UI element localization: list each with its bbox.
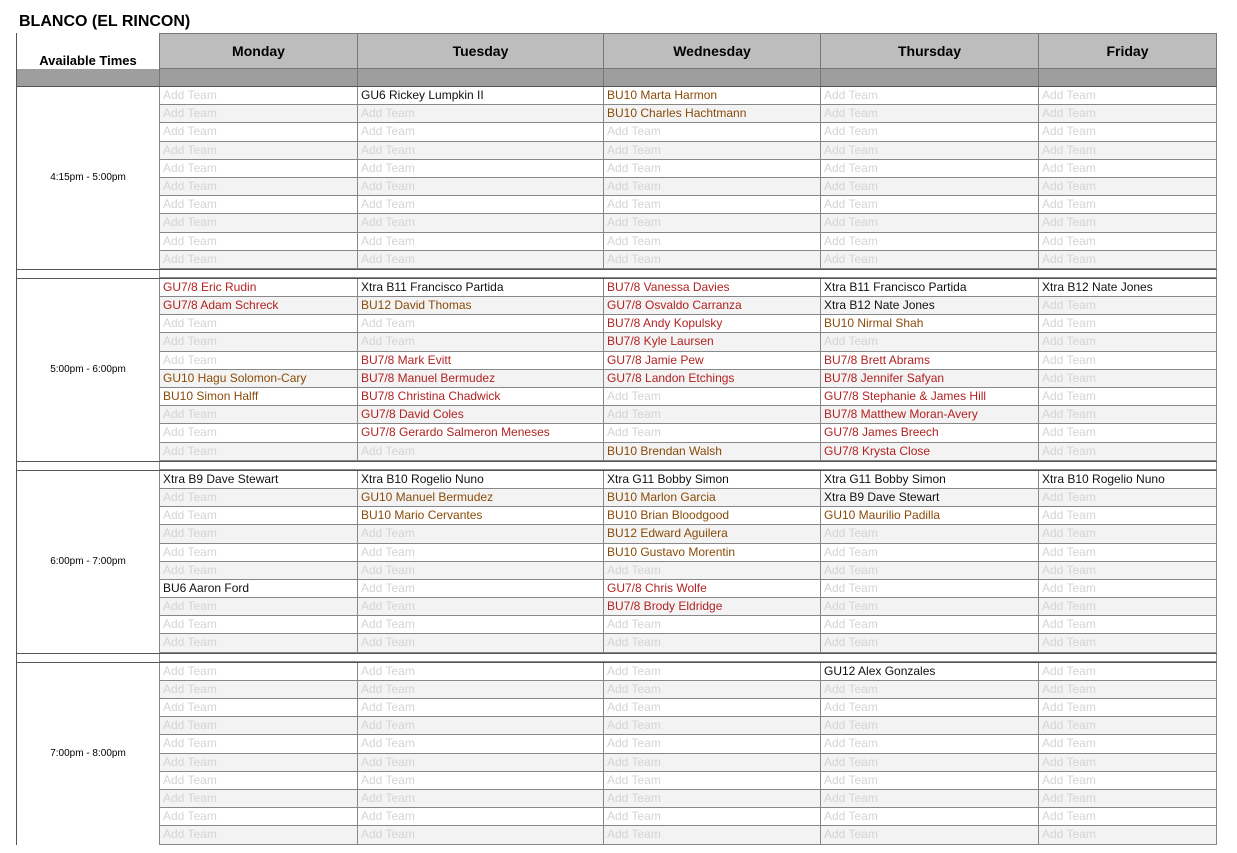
schedule-row (159, 370, 1217, 388)
add-team-slot-monday[interactable]: Add Team (159, 616, 357, 633)
add-team-slot-monday[interactable]: Add Team (159, 333, 357, 350)
add-team-slot-friday[interactable]: Add Team (1038, 808, 1217, 825)
team-entry-thursday[interactable]: GU7/8 Stephanie & James Hill (820, 388, 1038, 405)
add-team-slot-friday[interactable]: Add Team (1038, 251, 1217, 268)
add-team-slot-friday[interactable]: Add Team (1038, 562, 1217, 579)
team-entry-thursday[interactable]: GU12 Alex Gonzales (820, 663, 1038, 680)
add-team-slot-tuesday[interactable]: Add Team (357, 142, 603, 159)
add-team-slot-thursday[interactable]: Add Team (820, 790, 1038, 807)
add-team-slot-friday[interactable]: Add Team (1038, 196, 1217, 213)
add-team-slot-tuesday[interactable]: Add Team (357, 233, 603, 250)
add-team-slot-friday[interactable]: Add Team (1038, 333, 1217, 350)
schedule-row (159, 616, 1217, 634)
add-team-slot-wednesday[interactable]: Add Team (603, 424, 820, 441)
add-team-slot-wednesday[interactable]: Add Team (603, 634, 820, 651)
team-entry-monday[interactable]: GU7/8 Adam Schreck (159, 297, 357, 314)
add-team-slot-thursday[interactable]: Add Team (820, 562, 1038, 579)
time-slot-label: 6:00pm - 7:00pm (16, 471, 159, 653)
header-spacer-bar (16, 69, 1217, 86)
add-team-slot-monday[interactable]: Add Team (159, 251, 357, 268)
schedule-row (159, 790, 1217, 808)
add-team-slot-wednesday[interactable]: Add Team (603, 123, 820, 140)
add-team-slot-tuesday[interactable]: Add Team (357, 196, 603, 213)
add-team-slot-thursday[interactable]: Add Team (820, 123, 1038, 140)
schedule-row (159, 772, 1217, 790)
team-entry-tuesday[interactable]: BU7/8 Mark Evitt (357, 352, 603, 369)
add-team-slot-wednesday[interactable]: Add Team (603, 562, 820, 579)
add-team-slot-monday[interactable]: Add Team (159, 808, 357, 825)
team-entry-wednesday[interactable]: BU12 Edward Aguilera (603, 525, 820, 542)
block-separator (16, 461, 1217, 470)
add-team-slot-friday[interactable]: Add Team (1038, 105, 1217, 122)
add-team-slot-tuesday[interactable]: Add Team (357, 544, 603, 561)
schedule-row (159, 634, 1217, 652)
add-team-slot-wednesday[interactable]: Add Team (603, 735, 820, 752)
day-header-tuesday: Tuesday (357, 33, 603, 69)
add-team-slot-thursday[interactable]: Add Team (820, 142, 1038, 159)
schedule-row (159, 754, 1217, 772)
add-team-slot-thursday[interactable]: Add Team (820, 105, 1038, 122)
team-entry-tuesday[interactable]: GU10 Manuel Bermudez (357, 489, 603, 506)
add-team-slot-friday[interactable]: Add Team (1038, 315, 1217, 332)
schedule-row (159, 196, 1217, 214)
add-team-slot-monday[interactable]: Add Team (159, 544, 357, 561)
add-team-slot-tuesday[interactable]: Add Team (357, 160, 603, 177)
team-entry-monday[interactable]: Xtra B9 Dave Stewart (159, 471, 357, 488)
add-team-slot-thursday[interactable]: Add Team (820, 634, 1038, 651)
team-entry-thursday[interactable]: Xtra G11 Bobby Simon (820, 471, 1038, 488)
schedule-row (159, 160, 1217, 178)
team-entry-wednesday[interactable]: BU10 Marta Harmon (603, 87, 820, 104)
add-team-slot-tuesday[interactable]: Add Team (357, 634, 603, 651)
add-team-slot-tuesday[interactable]: Add Team (357, 735, 603, 752)
team-entry-thursday[interactable]: GU7/8 Krysta Close (820, 443, 1038, 460)
add-team-slot-monday[interactable]: Add Team (159, 123, 357, 140)
add-team-slot-wednesday[interactable]: Add Team (603, 826, 820, 843)
add-team-slot-friday[interactable]: Add Team (1038, 142, 1217, 159)
add-team-slot-monday[interactable]: Add Team (159, 489, 357, 506)
time-block (16, 662, 1217, 845)
team-entry-wednesday[interactable]: BU7/8 Vanessa Davies (603, 279, 820, 296)
team-entry-friday[interactable]: Xtra B12 Nate Jones (1038, 279, 1217, 296)
add-team-slot-friday[interactable]: Add Team (1038, 699, 1217, 716)
add-team-slot-wednesday[interactable]: Add Team (603, 772, 820, 789)
add-team-slot-wednesday[interactable]: Add Team (603, 406, 820, 423)
team-entry-thursday[interactable]: Xtra B11 Francisco Partida (820, 279, 1038, 296)
add-team-slot-monday[interactable]: Add Team (159, 634, 357, 651)
team-entry-wednesday[interactable]: Xtra G11 Bobby Simon (603, 471, 820, 488)
team-entry-monday[interactable]: BU10 Simon Halff (159, 388, 357, 405)
add-team-slot-thursday[interactable]: Add Team (820, 772, 1038, 789)
team-entry-tuesday[interactable]: Xtra B10 Rogelio Nuno (357, 471, 603, 488)
add-team-slot-monday[interactable]: Add Team (159, 315, 357, 332)
header-row (16, 33, 1217, 69)
add-team-slot-wednesday[interactable]: Add Team (603, 142, 820, 159)
team-entry-wednesday[interactable]: GU7/8 Osvaldo Carranza (603, 297, 820, 314)
add-team-slot-friday[interactable]: Add Team (1038, 489, 1217, 506)
team-entry-tuesday[interactable]: BU7/8 Manuel Bermudez (357, 370, 603, 387)
page-title: BLANCO (EL RINCON) (19, 13, 191, 30)
team-entry-tuesday[interactable]: Xtra B11 Francisco Partida (357, 279, 603, 296)
add-team-slot-friday[interactable]: Add Team (1038, 826, 1217, 843)
add-team-slot-thursday[interactable]: Add Team (820, 196, 1038, 213)
add-team-slot-monday[interactable]: Add Team (159, 424, 357, 441)
add-team-slot-wednesday[interactable]: Add Team (603, 160, 820, 177)
team-entry-tuesday[interactable]: BU7/8 Christina Chadwick (357, 388, 603, 405)
add-team-slot-friday[interactable]: Add Team (1038, 233, 1217, 250)
add-team-slot-tuesday[interactable]: Add Team (357, 699, 603, 716)
team-entry-monday[interactable]: GU7/8 Eric Rudin (159, 279, 357, 296)
team-entry-monday[interactable]: BU6 Aaron Ford (159, 580, 357, 597)
schedule-row (159, 562, 1217, 580)
team-entry-wednesday[interactable]: GU7/8 Chris Wolfe (603, 580, 820, 597)
team-entry-wednesday[interactable]: BU7/8 Kyle Laursen (603, 333, 820, 350)
add-team-slot-friday[interactable]: Add Team (1038, 370, 1217, 387)
add-team-slot-tuesday[interactable]: Add Team (357, 580, 603, 597)
team-entry-thursday[interactable]: BU7/8 Jennifer Safyan (820, 370, 1038, 387)
day-header-friday: Friday (1038, 33, 1217, 69)
schedule-row (159, 544, 1217, 562)
add-team-slot-friday[interactable]: Add Team (1038, 735, 1217, 752)
add-team-slot-tuesday[interactable]: Add Team (357, 790, 603, 807)
add-team-slot-tuesday[interactable]: Add Team (357, 123, 603, 140)
add-team-slot-thursday[interactable]: Add Team (820, 525, 1038, 542)
team-entry-wednesday[interactable]: BU10 Brendan Walsh (603, 443, 820, 460)
schedule-row (159, 443, 1217, 461)
schedule-row (159, 507, 1217, 525)
add-team-slot-thursday[interactable]: Add Team (820, 160, 1038, 177)
add-team-slot-tuesday[interactable]: Add Team (357, 663, 603, 680)
add-team-slot-wednesday[interactable]: Add Team (603, 214, 820, 231)
add-team-slot-tuesday[interactable]: Add Team (357, 772, 603, 789)
add-team-slot-thursday[interactable]: Add Team (820, 178, 1038, 195)
schedule-row (159, 279, 1217, 297)
schedule-row (159, 598, 1217, 616)
add-team-slot-friday[interactable]: Add Team (1038, 525, 1217, 542)
add-team-slot-thursday[interactable]: Add Team (820, 233, 1038, 250)
schedule-row (159, 826, 1217, 844)
schedule-row (159, 735, 1217, 753)
add-team-slot-wednesday[interactable]: Add Team (603, 388, 820, 405)
add-team-slot-monday[interactable]: Add Team (159, 178, 357, 195)
team-entry-wednesday[interactable]: BU10 Marlon Garcia (603, 489, 820, 506)
add-team-slot-tuesday[interactable]: Add Team (357, 251, 603, 268)
add-team-slot-friday[interactable]: Add Team (1038, 790, 1217, 807)
add-team-slot-wednesday[interactable]: Add Team (603, 196, 820, 213)
add-team-slot-tuesday[interactable]: Add Team (357, 333, 603, 350)
add-team-slot-monday[interactable]: Add Team (159, 790, 357, 807)
add-team-slot-thursday[interactable]: Add Team (820, 87, 1038, 104)
add-team-slot-thursday[interactable]: Add Team (820, 808, 1038, 825)
schedule-row (159, 333, 1217, 351)
add-team-slot-wednesday[interactable]: Add Team (603, 717, 820, 734)
add-team-slot-tuesday[interactable]: Add Team (357, 754, 603, 771)
add-team-slot-tuesday[interactable]: Add Team (357, 681, 603, 698)
add-team-slot-monday[interactable]: Add Team (159, 160, 357, 177)
team-entry-thursday[interactable]: GU7/8 James Breech (820, 424, 1038, 441)
add-team-slot-thursday[interactable]: Add Team (820, 544, 1038, 561)
team-entry-tuesday[interactable]: GU7/8 Gerardo Salmeron Meneses (357, 424, 603, 441)
add-team-slot-monday[interactable]: Add Team (159, 717, 357, 734)
schedule-row (159, 214, 1217, 232)
add-team-slot-wednesday[interactable]: Add Team (603, 663, 820, 680)
schedule-row (159, 471, 1217, 489)
add-team-slot-friday[interactable]: Add Team (1038, 616, 1217, 633)
add-team-slot-friday[interactable]: Add Team (1038, 772, 1217, 789)
add-team-slot-tuesday[interactable]: Add Team (357, 808, 603, 825)
schedule-row (159, 580, 1217, 598)
add-team-slot-monday[interactable]: Add Team (159, 681, 357, 698)
team-entry-wednesday[interactable]: BU7/8 Andy Kopulsky (603, 315, 820, 332)
add-team-slot-friday[interactable]: Add Team (1038, 580, 1217, 597)
schedule-row (159, 297, 1217, 315)
add-team-slot-thursday[interactable]: Add Team (820, 333, 1038, 350)
team-entry-wednesday[interactable]: GU7/8 Landon Etchings (603, 370, 820, 387)
add-team-slot-friday[interactable]: Add Team (1038, 388, 1217, 405)
add-team-slot-monday[interactable]: Add Team (159, 105, 357, 122)
add-team-slot-friday[interactable]: Add Team (1038, 544, 1217, 561)
add-team-slot-monday[interactable]: Add Team (159, 507, 357, 524)
schedule-row (159, 424, 1217, 442)
add-team-slot-tuesday[interactable]: Add Team (357, 826, 603, 843)
add-team-slot-tuesday[interactable]: Add Team (357, 315, 603, 332)
schedule-row (159, 105, 1217, 123)
add-team-slot-friday[interactable]: Add Team (1038, 297, 1217, 314)
add-team-slot-monday[interactable]: Add Team (159, 598, 357, 615)
schedule-row (159, 406, 1217, 424)
add-team-slot-thursday[interactable]: Add Team (820, 598, 1038, 615)
add-team-slot-friday[interactable]: Add Team (1038, 598, 1217, 615)
schedule-row (159, 663, 1217, 681)
add-team-slot-thursday[interactable]: Add Team (820, 580, 1038, 597)
add-team-slot-wednesday[interactable]: Add Team (603, 251, 820, 268)
team-entry-tuesday[interactable]: GU6 Rickey Lumpkin II (357, 87, 603, 104)
add-team-slot-monday[interactable]: Add Team (159, 233, 357, 250)
add-team-slot-wednesday[interactable]: Add Team (603, 233, 820, 250)
schedule-row (159, 251, 1217, 269)
add-team-slot-friday[interactable]: Add Team (1038, 352, 1217, 369)
add-team-slot-monday[interactable]: Add Team (159, 525, 357, 542)
add-team-slot-monday[interactable]: Add Team (159, 772, 357, 789)
add-team-slot-friday[interactable]: Add Team (1038, 123, 1217, 140)
team-entry-thursday[interactable]: BU7/8 Matthew Moran-Avery (820, 406, 1038, 423)
team-entry-thursday[interactable]: BU7/8 Brett Abrams (820, 352, 1038, 369)
add-team-slot-friday[interactable]: Add Team (1038, 178, 1217, 195)
schedule-grid (16, 33, 1217, 845)
team-entry-thursday[interactable]: BU10 Nirmal Shah (820, 315, 1038, 332)
add-team-slot-friday[interactable]: Add Team (1038, 424, 1217, 441)
team-entry-thursday[interactable]: Xtra B9 Dave Stewart (820, 489, 1038, 506)
add-team-slot-thursday[interactable]: Add Team (820, 735, 1038, 752)
day-header-wednesday: Wednesday (603, 33, 820, 69)
day-header-monday: Monday (159, 33, 357, 69)
schedule-row (159, 808, 1217, 826)
time-block (16, 278, 1217, 461)
add-team-slot-tuesday[interactable]: Add Team (357, 616, 603, 633)
schedule-row (159, 87, 1217, 105)
schedule-row (159, 352, 1217, 370)
schedule-row (159, 525, 1217, 543)
add-team-slot-tuesday[interactable]: Add Team (357, 598, 603, 615)
add-team-slot-friday[interactable]: Add Team (1038, 754, 1217, 771)
schedule-row (159, 717, 1217, 735)
add-team-slot-monday[interactable]: Add Team (159, 443, 357, 460)
schedule-row (159, 489, 1217, 507)
add-team-slot-monday[interactable]: Add Team (159, 87, 357, 104)
times-column-header: Available Times (16, 33, 159, 69)
team-entry-tuesday[interactable]: BU12 David Thomas (357, 297, 603, 314)
add-team-slot-wednesday[interactable]: Add Team (603, 808, 820, 825)
add-team-slot-monday[interactable]: Add Team (159, 214, 357, 231)
add-team-slot-thursday[interactable]: Add Team (820, 754, 1038, 771)
add-team-slot-friday[interactable]: Add Team (1038, 406, 1217, 423)
add-team-slot-wednesday[interactable]: Add Team (603, 178, 820, 195)
add-team-slot-tuesday[interactable]: Add Team (357, 214, 603, 231)
schedule-row (159, 699, 1217, 717)
add-team-slot-wednesday[interactable]: Add Team (603, 616, 820, 633)
add-team-slot-thursday[interactable]: Add Team (820, 699, 1038, 716)
add-team-slot-friday[interactable]: Add Team (1038, 87, 1217, 104)
add-team-slot-friday[interactable]: Add Team (1038, 214, 1217, 231)
add-team-slot-monday[interactable]: Add Team (159, 663, 357, 680)
add-team-slot-wednesday[interactable]: Add Team (603, 699, 820, 716)
add-team-slot-friday[interactable]: Add Team (1038, 681, 1217, 698)
team-entry-thursday[interactable]: Xtra B12 Nate Jones (820, 297, 1038, 314)
schedule-row (159, 178, 1217, 196)
add-team-slot-monday[interactable]: Add Team (159, 352, 357, 369)
add-team-slot-wednesday[interactable]: Add Team (603, 790, 820, 807)
add-team-slot-tuesday[interactable]: Add Team (357, 443, 603, 460)
schedule-row (159, 123, 1217, 141)
add-team-slot-friday[interactable]: Add Team (1038, 663, 1217, 680)
team-entry-wednesday[interactable]: BU7/8 Brody Eldridge (603, 598, 820, 615)
add-team-slot-tuesday[interactable]: Add Team (357, 105, 603, 122)
add-team-slot-thursday[interactable]: Add Team (820, 616, 1038, 633)
team-entry-tuesday[interactable]: BU10 Mario Cervantes (357, 507, 603, 524)
add-team-slot-thursday[interactable]: Add Team (820, 826, 1038, 843)
add-team-slot-tuesday[interactable]: Add Team (357, 525, 603, 542)
team-entry-wednesday[interactable]: GU7/8 Jamie Pew (603, 352, 820, 369)
add-team-slot-tuesday[interactable]: Add Team (357, 178, 603, 195)
time-slot-label: 5:00pm - 6:00pm (16, 279, 159, 461)
add-team-slot-friday[interactable]: Add Team (1038, 507, 1217, 524)
add-team-slot-monday[interactable]: Add Team (159, 699, 357, 716)
add-team-slot-friday[interactable]: Add Team (1038, 443, 1217, 460)
add-team-slot-thursday[interactable]: Add Team (820, 214, 1038, 231)
time-block (16, 470, 1217, 653)
add-team-slot-thursday[interactable]: Add Team (820, 681, 1038, 698)
add-team-slot-monday[interactable]: Add Team (159, 562, 357, 579)
block-separator (16, 653, 1217, 662)
add-team-slot-tuesday[interactable]: Add Team (357, 717, 603, 734)
add-team-slot-thursday[interactable]: Add Team (820, 251, 1038, 268)
add-team-slot-monday[interactable]: Add Team (159, 826, 357, 843)
add-team-slot-tuesday[interactable]: Add Team (357, 562, 603, 579)
team-entry-wednesday[interactable]: BU10 Brian Bloodgood (603, 507, 820, 524)
add-team-slot-friday[interactable]: Add Team (1038, 160, 1217, 177)
schedule-row (159, 388, 1217, 406)
team-entry-wednesday[interactable]: BU10 Gustavo Morentin (603, 544, 820, 561)
add-team-slot-wednesday[interactable]: Add Team (603, 681, 820, 698)
schedule-row (159, 142, 1217, 160)
add-team-slot-friday[interactable]: Add Team (1038, 634, 1217, 651)
add-team-slot-friday[interactable]: Add Team (1038, 717, 1217, 734)
team-entry-wednesday[interactable]: BU10 Charles Hachtmann (603, 105, 820, 122)
add-team-slot-wednesday[interactable]: Add Team (603, 754, 820, 771)
day-header-thursday: Thursday (820, 33, 1038, 69)
time-slot-label: 7:00pm - 8:00pm (16, 663, 159, 845)
schedule-row (159, 233, 1217, 251)
add-team-slot-monday[interactable]: Add Team (159, 196, 357, 213)
time-slot-label: 4:15pm - 5:00pm (16, 87, 159, 269)
time-block (16, 86, 1217, 269)
add-team-slot-monday[interactable]: Add Team (159, 735, 357, 752)
schedule-row (159, 315, 1217, 333)
add-team-slot-thursday[interactable]: Add Team (820, 717, 1038, 734)
add-team-slot-monday[interactable]: Add Team (159, 754, 357, 771)
team-entry-thursday[interactable]: GU10 Maurilio Padilla (820, 507, 1038, 524)
team-entry-monday[interactable]: GU10 Hagu Solomon-Cary (159, 370, 357, 387)
team-entry-friday[interactable]: Xtra B10 Rogelio Nuno (1038, 471, 1217, 488)
team-entry-tuesday[interactable]: GU7/8 David Coles (357, 406, 603, 423)
schedule-row (159, 681, 1217, 699)
add-team-slot-monday[interactable]: Add Team (159, 406, 357, 423)
block-separator (16, 269, 1217, 278)
add-team-slot-monday[interactable]: Add Team (159, 142, 357, 159)
